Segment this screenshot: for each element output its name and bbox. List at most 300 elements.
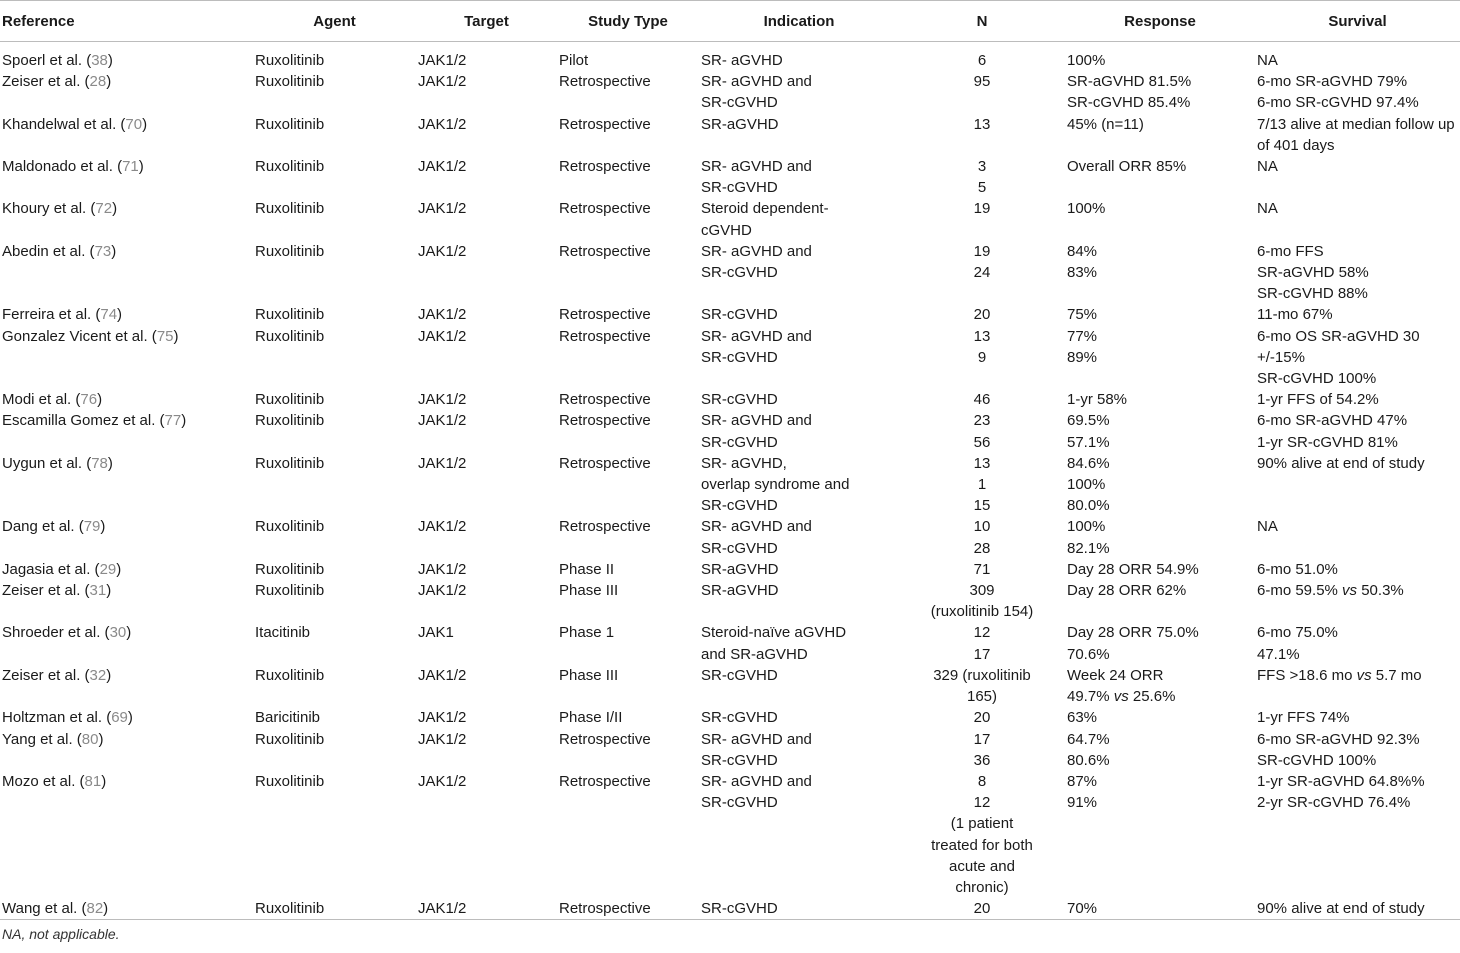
reference-close-paren: ) — [112, 200, 118, 218]
cell-study-type: Retrospective — [559, 900, 651, 918]
cell-indication-line: SR-cGVHD — [701, 666, 778, 684]
cell-response — [1065, 114, 1255, 156]
cell-survival-line: 90% alive at end of study — [1257, 900, 1425, 918]
cell-survival — [1255, 516, 1460, 558]
cell-indication — [699, 304, 899, 325]
cell-indication-line: SR- aGVHD and — [701, 242, 812, 260]
cell-study-type: Phase III — [559, 582, 619, 600]
cell-indication-line: SR-cGVHD — [701, 348, 778, 366]
citation-link[interactable]: 38 — [91, 52, 108, 69]
cell-n — [899, 622, 1065, 664]
citation-link[interactable]: 28 — [89, 73, 107, 91]
cell-indication-line: SR-cGVHD — [701, 306, 778, 324]
cell-n-line: 46 — [973, 391, 991, 409]
cell-study-type: Retrospective — [559, 73, 651, 91]
cell-agent: Ruxolitinib — [255, 327, 325, 345]
cell-target: JAK1/2 — [418, 306, 467, 324]
cell-response-line: 45% (n=11) — [1067, 115, 1144, 133]
cell-indication-line: SR-cGVHD — [701, 539, 778, 557]
cell-n — [899, 326, 1065, 390]
cell-response-line: 70% — [1067, 900, 1098, 918]
cell-agent: Ruxolitinib — [255, 115, 325, 133]
cell-agent: Ruxolitinib — [255, 454, 325, 472]
cell-agent: Ruxolitinib — [255, 900, 325, 918]
cell-survival-line: 1-yr SR-cGVHD 81% — [1257, 433, 1398, 451]
cell-indication-line: SR-aGVHD — [701, 582, 779, 600]
cell-target: JAK1/2 — [418, 730, 467, 748]
table-row — [0, 114, 1460, 156]
cell-response — [1065, 71, 1255, 113]
cell-survival — [1255, 326, 1460, 390]
cell-survival-line: of 401 days — [1257, 136, 1335, 154]
cell-survival-line: 11-mo 67% — [1257, 306, 1333, 324]
cell-target: JAK1/2 — [418, 709, 467, 727]
cell-response-line: 87% — [1067, 772, 1098, 790]
cell-target: JAK1/2 — [418, 518, 467, 536]
cell-survival-line: 47.1% — [1257, 645, 1300, 663]
reference-name: Yang et al. ( — [2, 730, 82, 748]
vs-italic: vs — [1356, 666, 1372, 684]
cell-indication-line: SR- aGVHD and — [701, 412, 812, 430]
reference-close-paren: ) — [126, 624, 132, 642]
cell-n-line: 165) — [966, 688, 998, 706]
cell-indication-line: SR- aGVHD, — [701, 454, 787, 472]
cell-survival — [1255, 453, 1460, 517]
reference-name: Escamilla Gomez et al. ( — [2, 412, 165, 430]
cell-target: JAK1/2 — [418, 158, 467, 176]
cell-agent: Ruxolitinib — [255, 391, 325, 409]
table-row — [0, 198, 1460, 240]
cell-study-type: Phase III — [559, 666, 619, 684]
cell-study-type: Retrospective — [559, 306, 651, 324]
reference-close-paren: ) — [106, 582, 112, 600]
cell-response-line: 57.1% — [1067, 433, 1110, 451]
cell-response-line: 84% — [1067, 242, 1098, 260]
cell-n-line: 13 — [973, 327, 991, 345]
citation-link[interactable]: 77 — [164, 412, 182, 430]
citation-link[interactable]: 73 — [94, 242, 112, 260]
cell-response-line: 75% — [1067, 306, 1098, 324]
reference-close-paren: ) — [103, 900, 109, 918]
cell-response — [1065, 707, 1255, 728]
reference-close-paren: ) — [117, 306, 123, 324]
reference-close-paren: ) — [106, 666, 112, 684]
table-row — [0, 771, 1460, 898]
cell-indication — [699, 241, 899, 305]
cell-target: JAK1/2 — [418, 412, 467, 430]
cell-response — [1065, 771, 1255, 898]
cell-survival-line: 6-mo FFS — [1257, 242, 1324, 260]
cell-reference — [0, 304, 253, 325]
cell-indication-line: SR- aGVHD and — [701, 73, 812, 91]
reference-close-paren: ) — [138, 158, 144, 176]
reference-close-paren: ) — [127, 709, 133, 727]
cell-target: JAK1 — [418, 624, 454, 642]
reference-close-paren: ) — [98, 730, 104, 748]
header-indication: Indication — [699, 1, 899, 42]
cell-n-line: 5 — [977, 179, 987, 197]
citation-link[interactable]: 72 — [95, 200, 113, 218]
citation-link[interactable]: 80 — [81, 730, 99, 748]
cell-n — [899, 304, 1065, 325]
cell-response — [1065, 622, 1255, 664]
cell-n-line: 56 — [973, 433, 991, 451]
cell-n — [899, 410, 1065, 452]
cell-indication-line: SR- aGVHD and — [701, 158, 812, 176]
cell-indication — [699, 198, 899, 240]
citation-link[interactable]: 69 — [111, 709, 128, 727]
cell-indication-line: SR-aGVHD — [701, 560, 779, 578]
cell-indication-line: SR-cGVHD — [701, 433, 778, 451]
reference-close-paren: ) — [142, 115, 148, 133]
cell-reference — [0, 410, 253, 452]
cell-survival-line: NA — [1257, 52, 1278, 69]
citation-link[interactable]: 71 — [122, 158, 139, 176]
table-row — [0, 729, 1460, 771]
cell-response — [1065, 559, 1255, 580]
cell-indication — [699, 622, 899, 664]
header-row — [0, 1, 1460, 42]
header-n: N — [899, 1, 1065, 42]
citation-link[interactable]: 70 — [125, 115, 143, 133]
cell-survival-line: 6-mo 75.0% — [1257, 624, 1338, 642]
cell-reference — [0, 516, 253, 558]
cell-survival-line: 7/13 alive at median follow up — [1257, 115, 1455, 133]
cell-n-line: 28 — [973, 539, 991, 557]
cell-response-line: 100% — [1067, 200, 1106, 218]
citation-link[interactable]: 30 — [109, 624, 127, 642]
reference-close-paren: ) — [111, 242, 117, 260]
reference-name: Jagasia et al. ( — [2, 560, 100, 578]
cell-n-line: 309 — [969, 582, 995, 600]
cell-reference — [0, 389, 253, 410]
table-row — [0, 326, 1460, 390]
reference-close-paren: ) — [116, 560, 122, 578]
cell-indication — [699, 516, 899, 558]
cell-survival — [1255, 114, 1460, 156]
table-row — [0, 156, 1460, 198]
cell-agent: Ruxolitinib — [255, 560, 325, 578]
cell-indication — [699, 559, 899, 580]
cell-indication — [699, 410, 899, 452]
cell-indication — [699, 71, 899, 113]
cell-survival-line: 6-mo SR-aGVHD 92.3% — [1257, 730, 1420, 748]
cell-target: JAK1/2 — [418, 560, 467, 578]
reference-name: Khoury et al. ( — [2, 200, 96, 218]
cell-n-line: 19 — [973, 242, 991, 260]
reference-name: Wang et al. ( — [2, 900, 87, 918]
cell-target: JAK1/2 — [418, 772, 467, 790]
header-agent: Agent — [253, 1, 416, 42]
cell-n-line: acute and — [949, 857, 1015, 875]
cell-study-type: Retrospective — [559, 242, 651, 260]
reference-name: Spoerl et al. ( — [2, 52, 92, 69]
citation-link[interactable]: 75 — [156, 327, 174, 345]
citation-link[interactable]: 79 — [83, 518, 101, 536]
cell-response — [1065, 410, 1255, 452]
cell-n — [899, 241, 1065, 305]
cell-survival-line: 6-mo SR-aGVHD 79% — [1257, 73, 1408, 91]
table-row — [0, 622, 1460, 664]
cell-n — [899, 42, 1065, 72]
cell-response-line: Day 28 ORR 75.0% — [1067, 624, 1199, 642]
cell-response — [1065, 453, 1255, 517]
cell-response — [1065, 665, 1255, 707]
citation-link[interactable]: 82 — [86, 900, 104, 918]
cell-n-line: 95 — [973, 73, 991, 91]
reference-name: Modi et al. ( — [2, 391, 81, 409]
cell-indication — [699, 771, 899, 898]
cell-response-line: 84.6% — [1067, 454, 1110, 472]
cell-indication — [699, 580, 899, 622]
cell-indication-line: SR- aGVHD and — [701, 730, 812, 748]
table-body — [0, 42, 1460, 920]
reference-name: Zeiser et al. ( — [2, 666, 90, 684]
cell-reference — [0, 156, 253, 198]
cell-indication-line: SR-cGVHD — [701, 900, 778, 918]
cell-response — [1065, 580, 1255, 622]
cell-study-type: Retrospective — [559, 158, 651, 176]
citation-link[interactable]: 74 — [100, 306, 118, 324]
cell-survival-line: NA — [1257, 158, 1278, 176]
header-target: Target — [416, 1, 557, 42]
reference-name: Shroeder et al. ( — [2, 624, 110, 642]
cell-n-line: 329 (ruxolitinib — [933, 666, 1031, 684]
reference-name: Uygun et al. ( — [2, 454, 92, 472]
cell-response-line: Overall ORR 85% — [1067, 158, 1187, 176]
reference-name: Gonzalez Vicent et al. ( — [2, 327, 157, 345]
cell-response-line: 91% — [1067, 794, 1098, 812]
cell-indication-line: Steroid-naïve aGVHD — [701, 624, 847, 642]
cell-reference — [0, 326, 253, 390]
cell-survival-line: SR-cGVHD 100% — [1257, 370, 1377, 388]
table-row — [0, 410, 1460, 452]
table-row — [0, 559, 1460, 580]
cell-survival — [1255, 707, 1460, 728]
cell-survival — [1255, 622, 1460, 664]
cell-n-line: 20 — [973, 709, 991, 727]
cell-indication — [699, 665, 899, 707]
cell-response — [1065, 898, 1255, 919]
cell-target: JAK1/2 — [418, 242, 467, 260]
cell-response-line: 100% — [1067, 52, 1106, 69]
cell-indication — [699, 156, 899, 198]
cell-agent: Ruxolitinib — [255, 242, 325, 260]
cell-n-line: 10 — [973, 518, 991, 536]
cell-n-line: (1 patient — [950, 815, 1014, 833]
cell-n-line: (ruxolitinib 154) — [930, 603, 1034, 621]
cell-indication-line: SR-cGVHD — [701, 391, 778, 409]
cell-survival — [1255, 389, 1460, 410]
cell-target: JAK1/2 — [418, 327, 467, 345]
cell-indication — [699, 453, 899, 517]
cell-survival-line: 6-mo OS SR-aGVHD 30 — [1257, 327, 1420, 345]
table-row — [0, 516, 1460, 558]
cell-response — [1065, 389, 1255, 410]
reference-name: Zeiser et al. ( — [2, 73, 90, 91]
cell-n-line: 36 — [973, 751, 991, 769]
cell-n-line: 9 — [977, 348, 987, 366]
reference-name: Abedin et al. ( — [2, 242, 95, 260]
cell-survival-line: 1-yr FFS of 54.2% — [1257, 391, 1379, 409]
cell-n-line: treated for both — [931, 836, 1033, 854]
citation-link[interactable]: 76 — [80, 391, 98, 409]
cell-reference — [0, 559, 253, 580]
cell-response-line: 63% — [1067, 709, 1098, 727]
cell-survival-line: 6-mo 51.0% — [1257, 560, 1338, 578]
cell-survival-line: 90% alive at end of study — [1257, 454, 1425, 472]
cell-n — [899, 516, 1065, 558]
cell-agent: Ruxolitinib — [255, 582, 325, 600]
citation-link[interactable]: 29 — [99, 560, 117, 578]
cell-response-line: 77% — [1067, 327, 1098, 345]
cell-n-line: 12 — [973, 624, 991, 642]
reference-name: Maldonado et al. ( — [2, 158, 123, 176]
cell-study-type: Retrospective — [559, 454, 651, 472]
cell-reference — [0, 665, 253, 707]
table-row — [0, 580, 1460, 622]
cell-agent: Ruxolitinib — [255, 73, 325, 91]
cell-response-line: 70.6% — [1067, 645, 1110, 663]
reference-name: Mozo et al. ( — [2, 772, 85, 790]
reference-close-paren: ) — [106, 73, 112, 91]
reference-name: Ferreira et al. ( — [2, 306, 101, 324]
cell-survival — [1255, 42, 1460, 72]
cell-indication — [699, 114, 899, 156]
cell-response-line: Day 28 ORR 62% — [1067, 582, 1187, 600]
cell-agent: Ruxolitinib — [255, 518, 325, 536]
cell-response-line: SR-aGVHD 81.5% — [1067, 73, 1192, 91]
cell-agent: Ruxolitinib — [255, 52, 325, 69]
cell-n — [899, 198, 1065, 240]
cell-survival-line: +/-15% — [1257, 348, 1305, 366]
cell-survival — [1255, 71, 1460, 113]
reference-name: Holtzman et al. ( — [2, 709, 112, 727]
cell-study-type: Retrospective — [559, 412, 651, 430]
cell-n — [899, 898, 1065, 919]
cell-n — [899, 114, 1065, 156]
cell-response-line: 83% — [1067, 264, 1098, 282]
cell-target: JAK1/2 — [418, 391, 467, 409]
cell-study-type: Retrospective — [559, 327, 651, 345]
cell-n-line: 12 — [973, 794, 991, 812]
header-response: Response — [1065, 1, 1255, 42]
cell-response-line: 80.0% — [1067, 497, 1110, 515]
cell-n-line: 15 — [973, 497, 991, 515]
cell-survival — [1255, 304, 1460, 325]
cell-n-line: 24 — [973, 264, 991, 282]
cell-survival — [1255, 580, 1460, 622]
cell-reference — [0, 580, 253, 622]
cell-n — [899, 389, 1065, 410]
cell-reference — [0, 622, 253, 664]
cell-response-line: 80.6% — [1067, 751, 1110, 769]
cell-response — [1065, 516, 1255, 558]
cell-survival — [1255, 559, 1460, 580]
cell-response-line: Day 28 ORR 54.9% — [1067, 560, 1199, 578]
citation-link[interactable]: 81 — [84, 772, 102, 790]
cell-n — [899, 71, 1065, 113]
cell-reference — [0, 707, 253, 728]
cell-survival — [1255, 729, 1460, 771]
cell-reference — [0, 771, 253, 898]
reference-close-paren: ) — [107, 454, 113, 472]
cell-n-line: 3 — [977, 158, 987, 176]
cell-agent: Ruxolitinib — [255, 666, 325, 684]
cell-indication — [699, 707, 899, 728]
cell-indication-line: SR- aGVHD and — [701, 327, 812, 345]
cell-indication — [699, 326, 899, 390]
cell-agent: Ruxolitinib — [255, 158, 325, 176]
cell-reference — [0, 71, 253, 113]
cell-study-type: Phase I/II — [559, 709, 623, 727]
cell-reference — [0, 241, 253, 305]
cell-survival-line: SR-aGVHD 58% — [1257, 264, 1369, 282]
cell-n-line: 19 — [973, 200, 991, 218]
cell-study-type: Retrospective — [559, 391, 651, 409]
cell-n — [899, 580, 1065, 622]
cell-n-line: 13 — [973, 454, 991, 472]
cell-indication-line: SR- aGVHD and — [701, 518, 812, 536]
reference-name: Khandelwal et al. ( — [2, 115, 126, 133]
cell-survival-line: 1-yr SR-aGVHD 64.8%% — [1257, 772, 1425, 790]
cell-survival — [1255, 665, 1460, 707]
cell-study-type: Retrospective — [559, 518, 651, 536]
cell-n-line: 23 — [973, 412, 991, 430]
cell-agent: Ruxolitinib — [255, 772, 325, 790]
cell-survival-line: NA — [1257, 200, 1278, 218]
reference-close-paren: ) — [107, 52, 113, 69]
header-study-type: Study Type — [557, 1, 699, 42]
cell-n — [899, 729, 1065, 771]
citation-link[interactable]: 31 — [89, 582, 107, 600]
cell-response — [1065, 729, 1255, 771]
cell-n — [899, 156, 1065, 198]
reference-name: Zeiser et al. ( — [2, 582, 90, 600]
footnote: NA, not applicable. — [2, 926, 120, 943]
cell-response-line: 89% — [1067, 348, 1098, 366]
cell-indication-line: SR-cGVHD — [701, 264, 778, 282]
cell-indication — [699, 898, 899, 919]
cell-indication — [699, 389, 899, 410]
cell-indication-line: SR-cGVHD — [701, 794, 778, 812]
reference-close-paren: ) — [173, 327, 179, 345]
cell-response-line: SR-cGVHD 85.4% — [1067, 94, 1191, 112]
cell-response — [1065, 241, 1255, 305]
cell-reference — [0, 453, 253, 517]
cell-indication-line: cGVHD — [701, 221, 752, 239]
cell-target: JAK1/2 — [418, 900, 467, 918]
reference-close-paren: ) — [100, 518, 106, 536]
cell-indication-line: Steroid dependent- — [701, 200, 829, 218]
table-row — [0, 665, 1460, 707]
cell-target: JAK1/2 — [418, 52, 467, 69]
cell-survival-line: SR-cGVHD 100% — [1257, 751, 1377, 769]
citation-link[interactable]: 32 — [89, 666, 107, 684]
cell-response-line: 49.7% vs 25.6% — [1067, 688, 1176, 706]
cell-response — [1065, 304, 1255, 325]
cell-survival — [1255, 156, 1460, 198]
cell-reference — [0, 114, 253, 156]
cell-indication-line: SR-cGVHD — [701, 94, 778, 112]
cell-n-line: 13 — [973, 115, 991, 133]
cell-study-type: Retrospective — [559, 115, 651, 133]
cell-survival-line: 1-yr FFS 74% — [1257, 709, 1350, 727]
citation-link[interactable]: 78 — [91, 454, 108, 472]
header-survival: Survival — [1255, 1, 1460, 42]
cell-study-type: Retrospective — [559, 200, 651, 218]
cell-survival-line: 6-mo 59.5% vs 50.3% — [1257, 582, 1404, 600]
